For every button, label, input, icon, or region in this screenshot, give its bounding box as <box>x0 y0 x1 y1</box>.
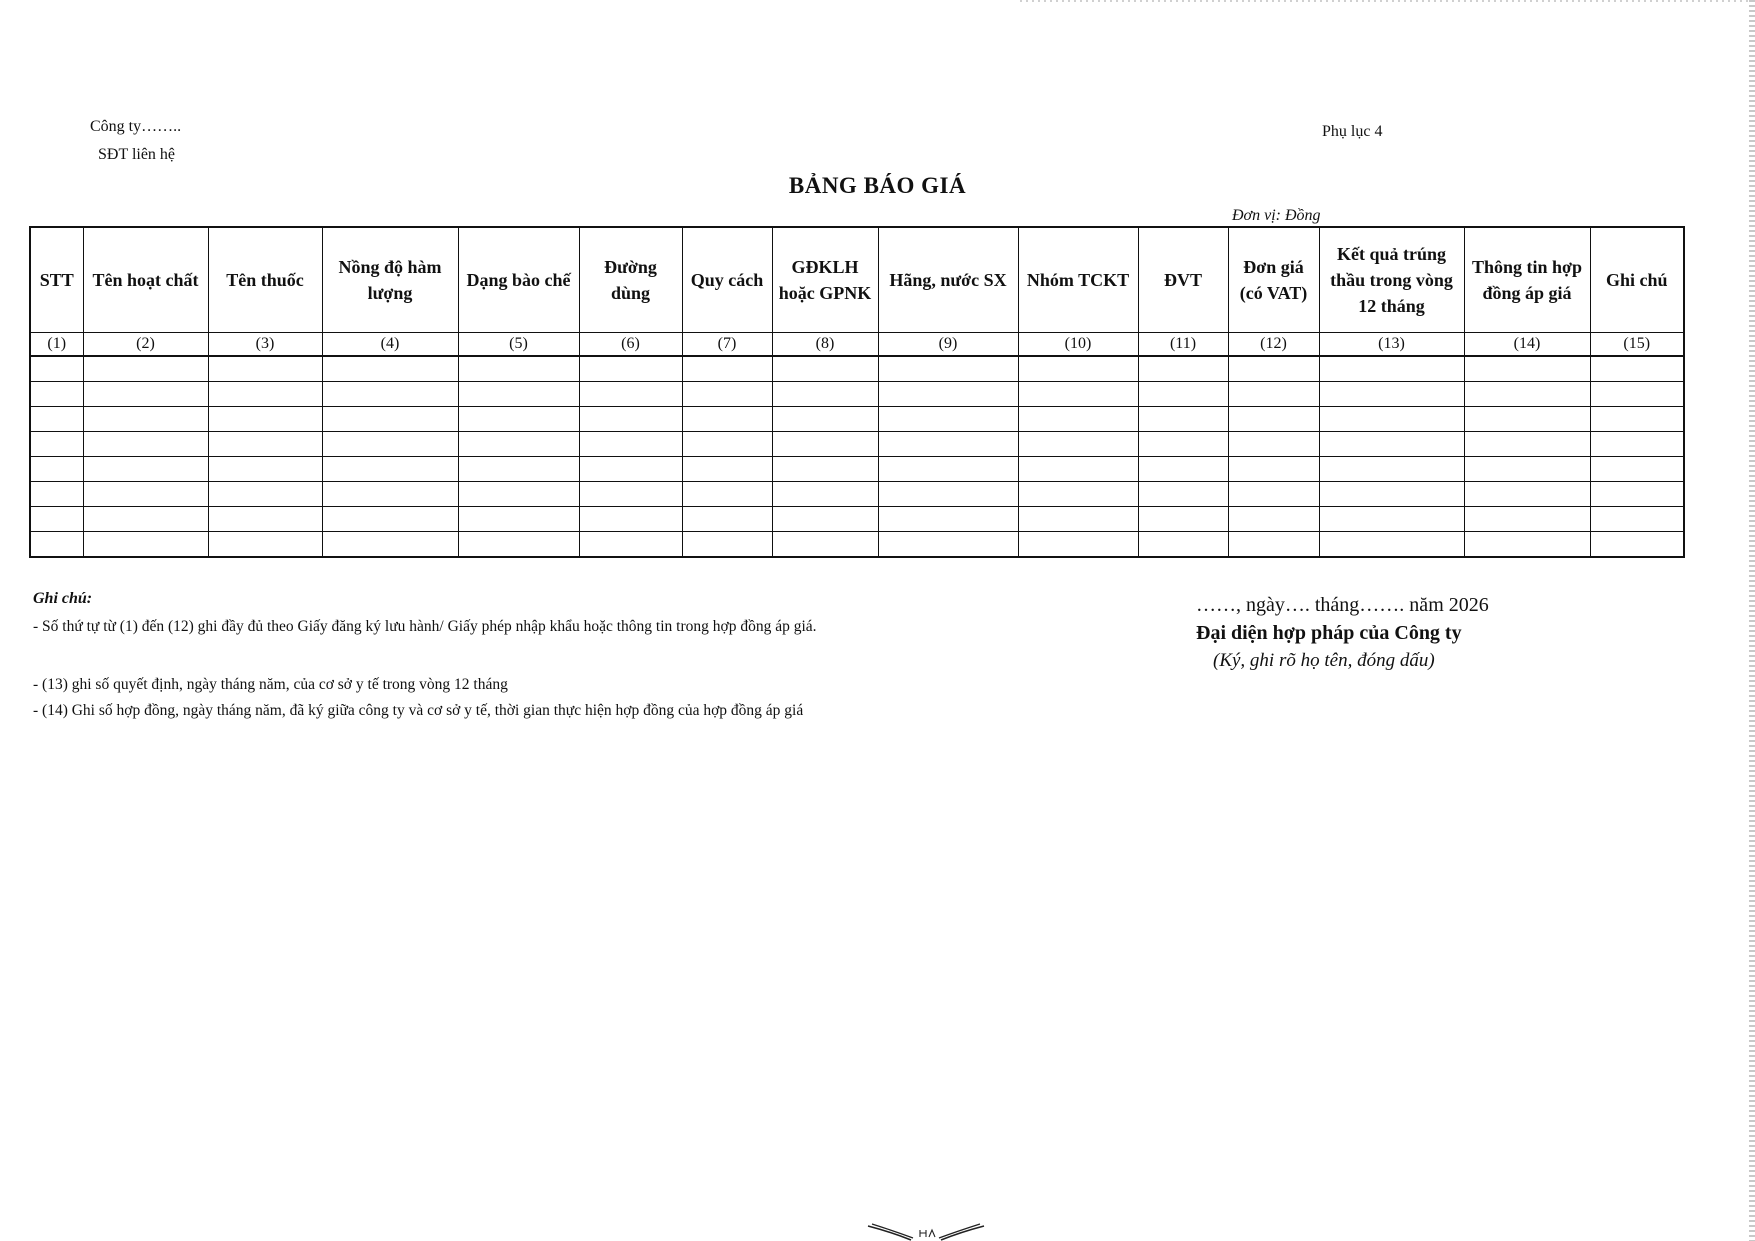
table-cell <box>682 482 772 507</box>
col-header: Đường dùng <box>579 227 682 333</box>
table-cell <box>878 356 1018 382</box>
table-cell <box>458 507 579 532</box>
table-cell <box>1590 532 1684 558</box>
table-cell <box>208 356 322 382</box>
table-cell <box>1138 457 1228 482</box>
table-cell <box>772 356 878 382</box>
signature-instruction: (Ký, ghi rõ họ tên, đóng dấu) <box>1213 650 1435 671</box>
table-cell <box>1228 432 1319 457</box>
table-cell <box>1228 382 1319 407</box>
table-cell <box>30 457 83 482</box>
col-header: Ghi chú <box>1590 227 1684 333</box>
table-cell <box>772 407 878 432</box>
col-header: GĐKLH hoặc GPNK <box>772 227 878 333</box>
table-cell <box>1018 356 1138 382</box>
table-cell <box>772 457 878 482</box>
table-cell <box>579 532 682 558</box>
table-cell <box>1228 356 1319 382</box>
table-cell <box>1138 507 1228 532</box>
currency-unit: Đơn vị: Đồng <box>1232 207 1321 224</box>
column-number: (14) <box>1464 333 1590 357</box>
col-header: Quy cách <box>682 227 772 333</box>
scan-edge-top <box>1020 0 1755 2</box>
column-number: (2) <box>83 333 208 357</box>
table-cell <box>208 532 322 558</box>
table-cell <box>322 407 458 432</box>
table-cell <box>458 356 579 382</box>
table-cell <box>1228 482 1319 507</box>
table-cell <box>682 457 772 482</box>
table-cell <box>322 382 458 407</box>
table-cell <box>878 457 1018 482</box>
table-cell <box>878 432 1018 457</box>
table-cell <box>1319 356 1464 382</box>
table-cell <box>1319 507 1464 532</box>
table-cell <box>83 356 208 382</box>
table-cell <box>682 507 772 532</box>
table-cell <box>1138 532 1228 558</box>
table-cell <box>579 482 682 507</box>
table-cell <box>1319 532 1464 558</box>
column-number-row <box>30 333 1684 357</box>
table-cell <box>208 432 322 457</box>
table-cell <box>30 432 83 457</box>
table-cell <box>878 482 1018 507</box>
notes-heading: Ghi chú: <box>33 590 93 607</box>
table-row <box>30 407 1684 432</box>
table-cell <box>1018 457 1138 482</box>
appendix-label: Phụ lục 4 <box>1322 123 1383 140</box>
table-cell <box>83 432 208 457</box>
col-header: Dạng bào chế <box>458 227 579 333</box>
table-header-row <box>30 227 1684 333</box>
table-cell <box>1018 432 1138 457</box>
column-number: (11) <box>1138 333 1228 357</box>
table-row <box>30 356 1684 382</box>
table-cell <box>1228 532 1319 558</box>
table-cell <box>1464 382 1590 407</box>
table-cell <box>83 457 208 482</box>
column-number: (8) <box>772 333 878 357</box>
table-cell <box>1590 432 1684 457</box>
table-cell <box>322 532 458 558</box>
table-row <box>30 482 1684 507</box>
col-header: STT <box>30 227 83 333</box>
table-cell <box>1319 457 1464 482</box>
table-cell <box>83 407 208 432</box>
legal-representative: Đại diện hợp pháp của Công ty <box>1196 622 1462 644</box>
table-cell <box>458 482 579 507</box>
table-cell <box>878 507 1018 532</box>
table-cell <box>682 407 772 432</box>
table-cell <box>83 482 208 507</box>
table-cell <box>30 356 83 382</box>
table-cell <box>1138 356 1228 382</box>
table-cell <box>1464 407 1590 432</box>
emblem-icon <box>866 1222 986 1241</box>
table-cell <box>1018 507 1138 532</box>
table-cell <box>458 432 579 457</box>
table-cell <box>83 507 208 532</box>
table-cell <box>1464 356 1590 382</box>
table-cell <box>1228 407 1319 432</box>
table-cell <box>1319 382 1464 407</box>
table-cell <box>682 432 772 457</box>
column-number: (15) <box>1590 333 1684 357</box>
contact-phone-label: SĐT liên hệ <box>98 146 176 163</box>
table-cell <box>878 407 1018 432</box>
table-cell <box>1464 457 1590 482</box>
table-cell <box>30 532 83 558</box>
table-cell <box>878 532 1018 558</box>
table-cell <box>1228 507 1319 532</box>
company-name: Công ty…….. <box>90 118 182 135</box>
table-cell <box>1590 457 1684 482</box>
table-cell <box>682 356 772 382</box>
table-cell <box>772 532 878 558</box>
table-cell <box>579 457 682 482</box>
col-header: Hãng, nước SX <box>878 227 1018 333</box>
table-cell <box>1138 382 1228 407</box>
col-header: Tên thuốc <box>208 227 322 333</box>
table-row <box>30 507 1684 532</box>
note-line: - (14) Ghi số hợp đồng, ngày tháng năm, đã ký giữa công ty và cơ sở y tế, thời gian thực hiện hợp đồng của hợp đồng áp giá <box>33 702 804 719</box>
table-row <box>30 457 1684 482</box>
table-cell <box>458 532 579 558</box>
table-cell <box>1319 482 1464 507</box>
table-cell <box>1138 482 1228 507</box>
table-cell <box>579 382 682 407</box>
table-cell <box>579 507 682 532</box>
table-cell <box>458 407 579 432</box>
table-cell <box>322 432 458 457</box>
table-cell <box>1590 382 1684 407</box>
table-cell <box>208 382 322 407</box>
table-cell <box>83 382 208 407</box>
table-cell <box>1590 507 1684 532</box>
table-cell <box>682 382 772 407</box>
table-cell <box>772 432 878 457</box>
col-header: Nồng độ hàm lượng <box>322 227 458 333</box>
table-cell <box>1138 432 1228 457</box>
page-title: BẢNG BÁO GIÁ <box>788 173 967 198</box>
table-cell <box>1590 482 1684 507</box>
table-cell <box>1464 482 1590 507</box>
table-cell <box>1018 482 1138 507</box>
column-number: (5) <box>458 333 579 357</box>
table-cell <box>1018 532 1138 558</box>
table-cell <box>208 482 322 507</box>
table-cell <box>579 356 682 382</box>
col-header: Tên hoạt chất <box>83 227 208 333</box>
table-cell <box>322 507 458 532</box>
table-cell <box>30 382 83 407</box>
table-cell <box>208 507 322 532</box>
signature-date: ……, ngày…. tháng……. năm 2026 <box>1196 594 1489 616</box>
table-cell <box>322 356 458 382</box>
col-header: ĐVT <box>1138 227 1228 333</box>
note-line: - (13) ghi số quyết định, ngày tháng năm, của cơ sở y tế trong vòng 12 tháng <box>33 676 508 693</box>
table-cell <box>458 457 579 482</box>
table-cell <box>1464 507 1590 532</box>
col-header: Nhóm TCKT <box>1018 227 1138 333</box>
column-number: (13) <box>1319 333 1464 357</box>
table-cell <box>1018 382 1138 407</box>
table-cell <box>322 457 458 482</box>
table-cell <box>30 407 83 432</box>
column-number: (10) <box>1018 333 1138 357</box>
price-quote-table <box>29 226 1685 558</box>
table-cell <box>1464 532 1590 558</box>
table-cell <box>322 482 458 507</box>
col-header: Kết quả trúng thầu trong vòng 12 tháng <box>1319 227 1464 333</box>
table-cell <box>772 382 878 407</box>
table-cell <box>30 482 83 507</box>
table-row <box>30 532 1684 558</box>
column-number: (9) <box>878 333 1018 357</box>
table-cell <box>1319 407 1464 432</box>
table-cell <box>682 532 772 558</box>
table-row <box>30 382 1684 407</box>
column-number: (12) <box>1228 333 1319 357</box>
table-row <box>30 432 1684 457</box>
column-number: (7) <box>682 333 772 357</box>
col-header: Thông tin hợp đồng áp giá <box>1464 227 1590 333</box>
table-cell <box>1319 432 1464 457</box>
table-cell <box>772 482 878 507</box>
table-cell <box>1590 356 1684 382</box>
table-cell <box>83 532 208 558</box>
table-cell <box>1590 407 1684 432</box>
table-cell <box>1464 432 1590 457</box>
column-number: (4) <box>322 333 458 357</box>
table-cell <box>772 507 878 532</box>
table-cell <box>208 407 322 432</box>
table-cell <box>878 382 1018 407</box>
note-line: - Số thứ tự từ (1) đến (12) ghi đầy đủ theo Giấy đăng ký lưu hành/ Giấy phép nhập khẩu hoặc thông tin trong hợp đồng áp giá. <box>33 618 817 635</box>
table-cell <box>579 407 682 432</box>
column-number: (3) <box>208 333 322 357</box>
table-cell <box>579 432 682 457</box>
table-cell <box>458 382 579 407</box>
column-number: (1) <box>30 333 83 357</box>
table-cell <box>1018 407 1138 432</box>
table-cell <box>208 457 322 482</box>
table-cell <box>30 507 83 532</box>
column-number: (6) <box>579 333 682 357</box>
col-header: Đơn giá (có VAT) <box>1228 227 1319 333</box>
table-cell <box>1138 407 1228 432</box>
table-cell <box>1228 457 1319 482</box>
